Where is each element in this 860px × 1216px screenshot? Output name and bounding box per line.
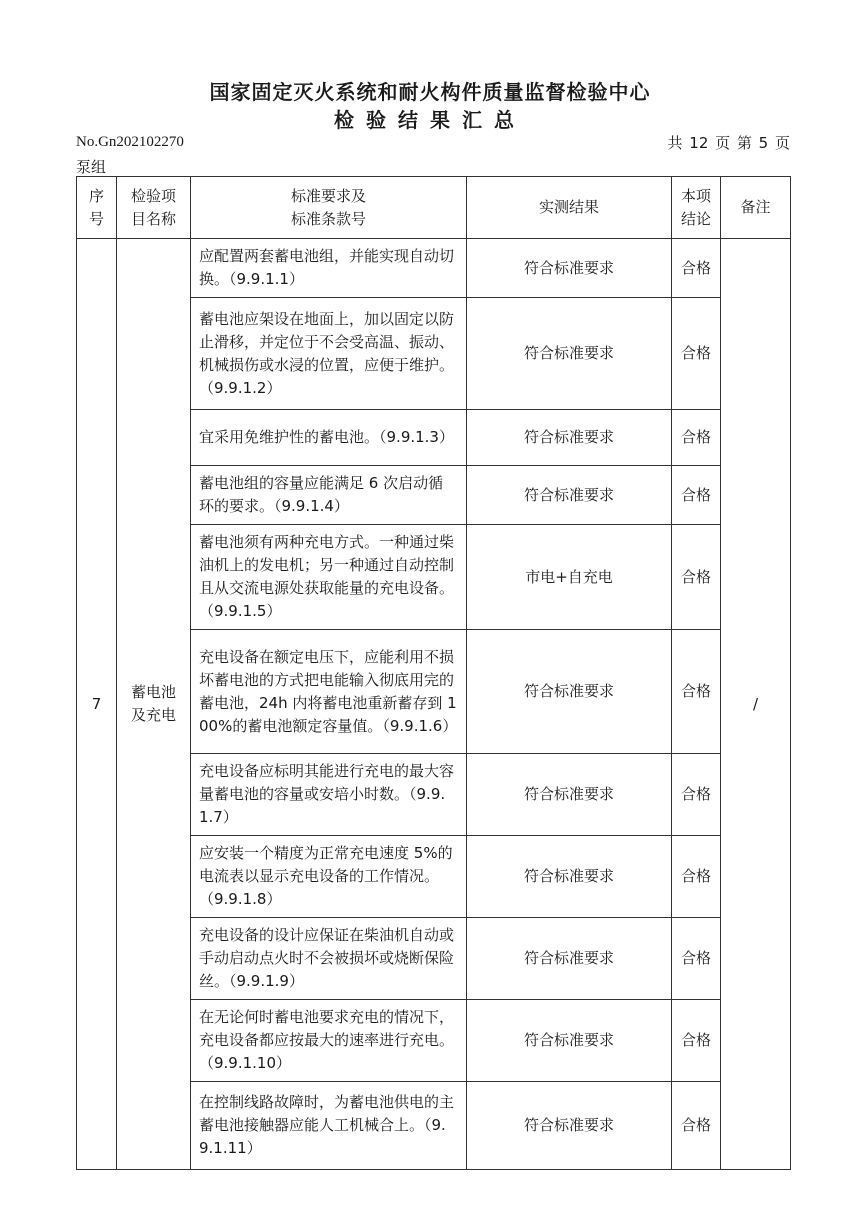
conclusion-cell: 合格 <box>672 466 721 525</box>
conclusion-cell: 合格 <box>672 1000 721 1082</box>
result-cell: 符合标准要求 <box>467 630 672 754</box>
requirement-cell: 充电设备应标明其能进行充电的最大容量蓄电池的容量或安培小时数。（9.9.1.7） <box>191 754 467 836</box>
table-row <box>77 239 791 298</box>
col-header-result: 实测结果 <box>467 177 672 239</box>
conclusion-cell: 合格 <box>672 630 721 754</box>
conclusion-cell: 合格 <box>672 410 721 466</box>
requirement-cell: 在控制线路故障时，为蓄电池供电的主蓄电池接触器应能人工机械合上。（9.9.1.11） <box>191 1082 467 1170</box>
col-header-conclusion: 本项 结论 <box>672 177 721 239</box>
results-table <box>76 176 791 1170</box>
requirement-cell: 充电设备在额定电压下，应能利用不损坏蓄电池的方式把电能输入彻底用完的蓄电池，24h 内将蓄电池重新蓄存到 100%的蓄电池额定容量值。（9.9.1.6） <box>191 630 467 754</box>
requirement-cell: 应安装一个精度为正常充电速度 5%的电流表以显示充电设备的工作情况。（9.9.1.8） <box>191 836 467 918</box>
conclusion-cell: 合格 <box>672 836 721 918</box>
document-number: No.Gn202102270 <box>76 134 184 150</box>
doc-title: 检验结果汇总 <box>334 108 526 132</box>
result-cell: 符合标准要求 <box>467 239 672 298</box>
requirement-cell: 蓄电池须有两种充电方式。一种通过柴油机上的发电机；另一种通过自动控制且从交流电源处获取能量的充电设备。（9.9.1.5） <box>191 525 467 630</box>
requirement-cell: 蓄电池组的容量应能满足 6 次启动循环的要求。（9.9.1.4） <box>191 466 467 525</box>
col-header-remark: 备注 <box>721 177 791 239</box>
org-title: 国家固定灭火系统和耐火构件质量监督检验中心 <box>209 80 651 104</box>
requirement-cell: 在无论何时蓄电池要求充电的情况下，充电设备都应按最大的速率进行充电。（9.9.1.10） <box>191 1000 467 1082</box>
remark-cell: / <box>721 239 791 1170</box>
result-cell: 符合标准要求 <box>467 1000 672 1082</box>
result-cell: 符合标准要求 <box>467 298 672 410</box>
conclusion-cell: 合格 <box>672 1082 721 1170</box>
requirement-cell: 应配置两套蓄电池组，并能实现自动切换。（9.9.1.1） <box>191 239 467 298</box>
page-info: 共 12 页 第 5 页 <box>667 134 790 152</box>
col-header-seq: 序 号 <box>77 177 117 239</box>
result-cell: 符合标准要求 <box>467 836 672 918</box>
result-cell: 符合标准要求 <box>467 466 672 525</box>
result-cell: 符合标准要求 <box>467 918 672 1000</box>
col-header-requirement: 标准要求及 标准条款号 <box>191 177 467 239</box>
conclusion-cell: 合格 <box>672 918 721 1000</box>
item-name-cell: 蓄电池 及充电 <box>117 239 191 1170</box>
requirement-cell: 宜采用免维护性的蓄电池。（9.9.1.3） <box>191 410 467 466</box>
table-header-row <box>77 177 791 239</box>
result-cell: 符合标准要求 <box>467 1082 672 1170</box>
group-label: 泵组 <box>76 158 107 176</box>
conclusion-cell: 合格 <box>672 525 721 630</box>
result-cell: 符合标准要求 <box>467 754 672 836</box>
result-cell: 符合标准要求 <box>467 410 672 466</box>
requirement-cell: 充电设备的设计应保证在柴油机自动或手动启动点火时不会被损坏或烧断保险丝。（9.9.1.9） <box>191 918 467 1000</box>
conclusion-cell: 合格 <box>672 754 721 836</box>
result-cell: 市电+自充电 <box>467 525 672 630</box>
conclusion-cell: 合格 <box>672 239 721 298</box>
requirement-cell: 蓄电池应架设在地面上，加以固定以防止滑移，并定位于不会受高温、振动、机械损伤或水浸的位置，应便于维护。（9.9.1.2） <box>191 298 467 410</box>
conclusion-cell: 合格 <box>672 298 721 410</box>
col-header-item: 检验项 目名称 <box>117 177 191 239</box>
seq-cell: 7 <box>77 239 117 1170</box>
